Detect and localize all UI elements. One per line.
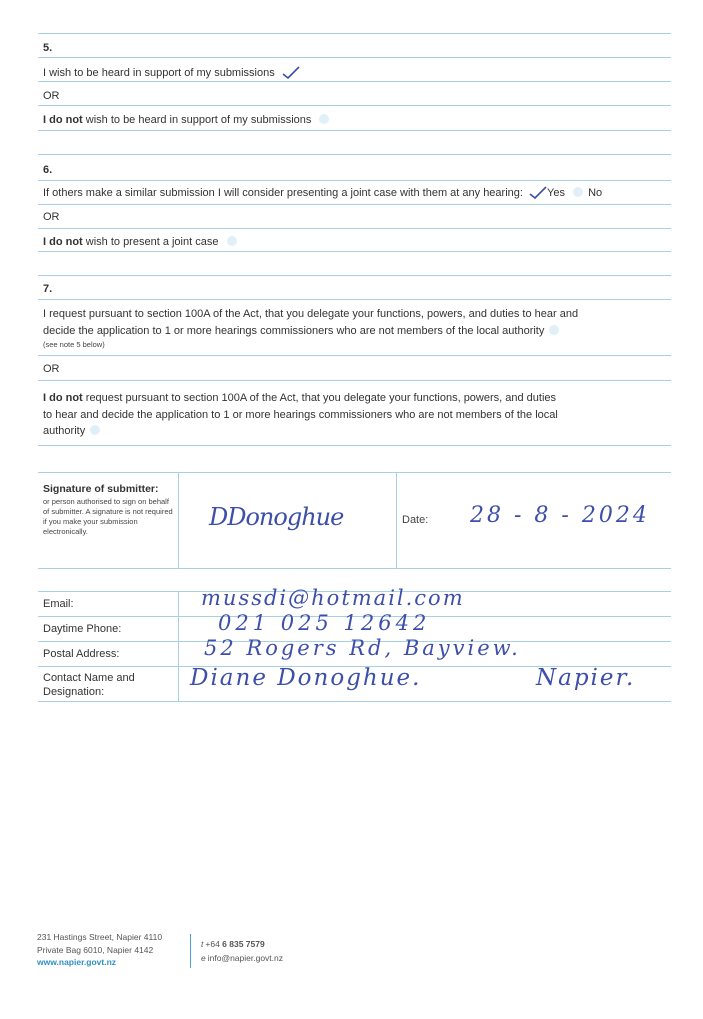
signature-box [38, 472, 671, 569]
contact-details [38, 586, 671, 702]
postal-label: Postal Address: [38, 642, 179, 666]
section-5-not-heard-radio[interactable] [319, 114, 329, 124]
section-6-header [38, 154, 671, 180]
section-6-no-joint-radio[interactable] [227, 236, 237, 246]
section-7 [38, 275, 671, 446]
section-6-option-joint [38, 180, 671, 204]
signature-note: or person authorised to sign on behalf of submitter. A signature is not required if you make your submission electronically. [43, 497, 173, 536]
email-value: mussdi@hotmail.com [201, 586, 465, 610]
contact-name-row[interactable] [38, 666, 671, 702]
section-7-option-no-delegate-bold: I do not [43, 392, 83, 404]
section-6-number: 6. [43, 164, 53, 176]
signature-label-cell [38, 473, 179, 568]
section-5 [38, 33, 671, 131]
section-7-or: OR [43, 363, 60, 375]
section-7-no-delegate-radio[interactable] [90, 425, 100, 435]
section-7-option-delegate-line1: I request pursuant to section 100A of the Act, that you delegate your functions, powers, and duties to hear and [43, 308, 579, 320]
section-6-no-label[interactable]: No [588, 187, 603, 199]
postal-row[interactable] [38, 636, 671, 666]
section-5-or-row [38, 81, 671, 105]
section-7-number: 7. [43, 283, 53, 295]
section-7-or-row [38, 355, 671, 380]
checkmark-icon [529, 186, 547, 199]
footer-phone-number[interactable]: 6 835 7579 [222, 939, 265, 949]
date-label: Date: [402, 514, 429, 526]
designation-value: Napier. [536, 665, 636, 691]
section-7-option-delegate-line2: decide the application to 1 or more hearings commissioners who are not members of the local authority [43, 325, 545, 337]
section-6 [38, 154, 671, 252]
section-7-option-no-delegate[interactable] [38, 380, 671, 446]
date-value[interactable]: 28 - 8 - 2024 [470, 503, 650, 528]
footer-contact [201, 937, 283, 965]
section-5-number: 5. [43, 42, 53, 54]
phone-value: 021 025 12642 [218, 611, 431, 635]
footer-street-address: 231 Hastings Street, Napier 4110 [37, 932, 163, 942]
section-6-no-radio[interactable] [573, 187, 583, 197]
section-7-option-delegate[interactable] [38, 299, 671, 355]
footer-postal-address: Private Bag 6010, Napier 4142 [37, 944, 154, 955]
email-label: Email: [38, 592, 179, 616]
section-5-header [38, 33, 671, 57]
phone-prefix: t [201, 939, 204, 949]
section-6-option-no-joint[interactable] [38, 228, 671, 252]
signature-title: Signature of submitter: [43, 483, 159, 495]
footer-website-link[interactable]: www.napier.govt.nz [37, 957, 117, 967]
section-7-option-no-delegate-line1: request pursuant to section 100A of the Act, that you delegate your functions, powers, and duties [82, 392, 557, 404]
section-6-option-no-joint-bold: I do not [43, 236, 83, 248]
contact-name-label-line1: Contact Name and [43, 672, 135, 684]
section-6-option-joint-label: If others make a similar submission I will consider presenting a joint case with them at any hearing: [43, 187, 523, 199]
phone-label: Daytime Phone: [38, 617, 179, 641]
section-7-note: (see note 5 below) [43, 340, 105, 349]
section-6-or: OR [43, 211, 60, 223]
section-6-or-row [38, 204, 671, 228]
email-prefix: e [201, 953, 206, 963]
contact-name-value: Diane Donoghue. [190, 665, 422, 691]
section-7-option-no-delegate-line3: authority [43, 425, 86, 437]
checkmark-icon [282, 66, 300, 79]
section-5-or: OR [43, 90, 60, 102]
section-5-option-not-heard-label: wish to be heard in support of my submissions [82, 114, 312, 126]
postal-value: 52 Rogers Rd, Bayview. [204, 636, 521, 660]
footer-phone-plain: +64 [205, 939, 223, 949]
signature-handwriting: DDonoghue [209, 503, 344, 531]
section-5-option-heard[interactable] [38, 57, 671, 81]
contact-name-label-line2: Designation: [43, 686, 105, 698]
footer-address [37, 931, 162, 969]
section-7-option-no-delegate-line2: to hear and decide the application to 1 or more hearings commissioners who are not members of the local [43, 408, 558, 421]
section-5-option-heard-label: I wish to be heard in support of my submissions [43, 67, 275, 79]
footer-divider [190, 934, 191, 968]
section-6-option-no-joint-label: wish to present a joint case [82, 236, 219, 248]
section-6-yes-label[interactable]: Yes [547, 187, 565, 199]
section-5-option-not-heard-bold: I do not [43, 114, 83, 126]
signature-field[interactable] [179, 473, 397, 568]
footer-email-link[interactable]: info@napier.govt.nz [207, 953, 283, 963]
section-7-header [38, 275, 671, 299]
section-5-option-not-heard[interactable] [38, 105, 671, 131]
contact-name-label [38, 667, 179, 701]
section-7-delegate-radio[interactable] [549, 325, 559, 335]
